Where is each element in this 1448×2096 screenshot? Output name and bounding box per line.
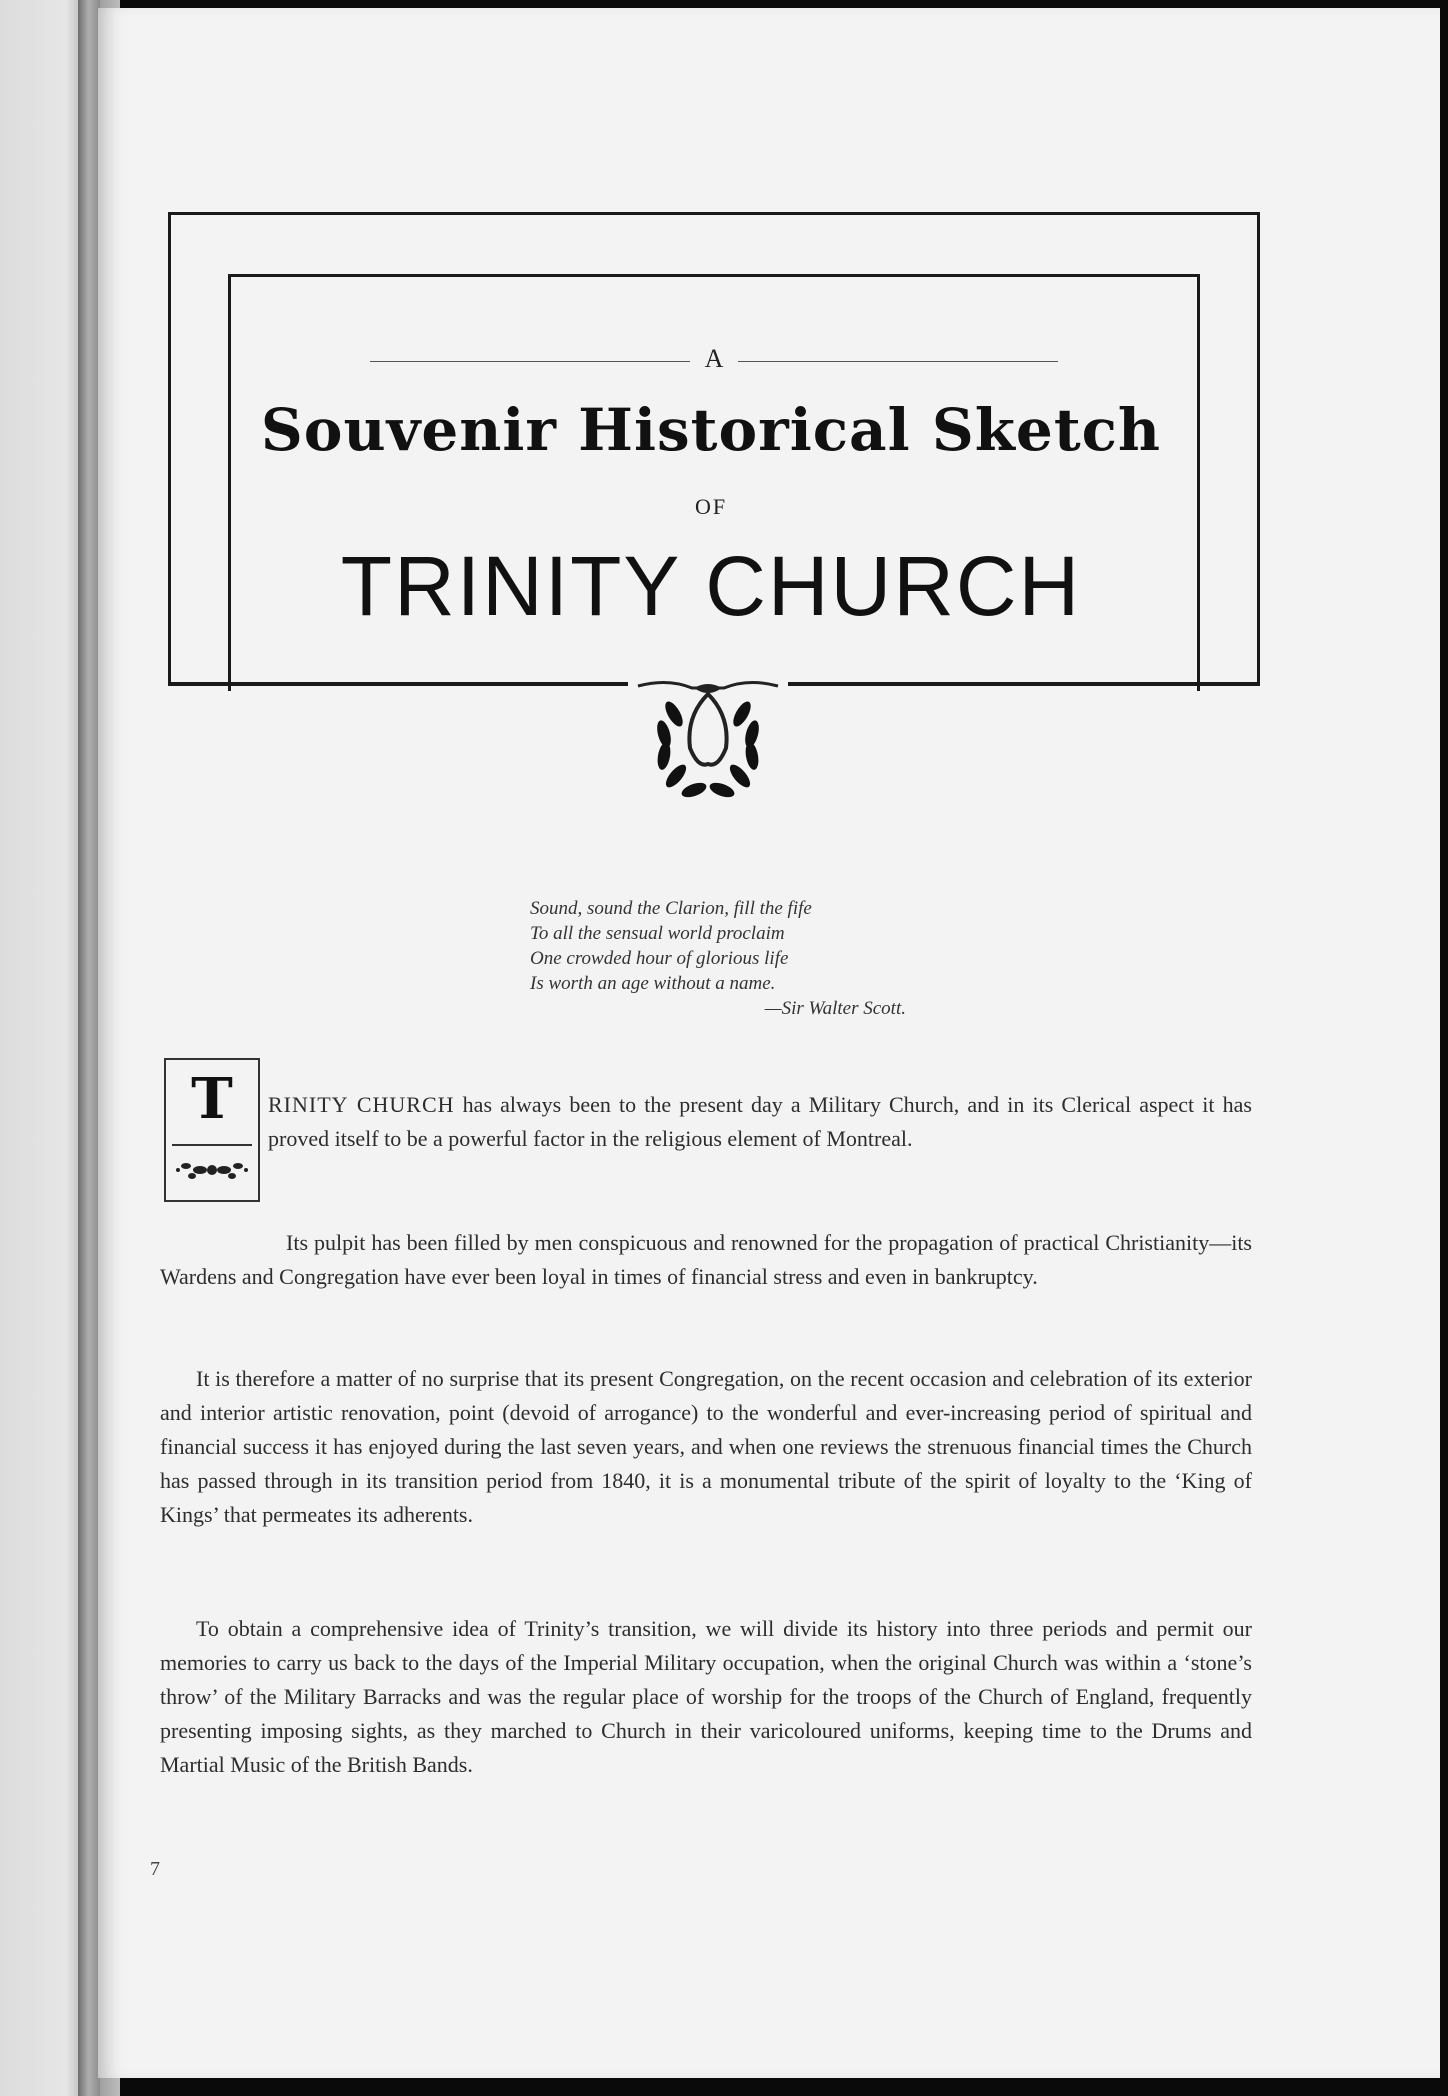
title-a: A: [704, 344, 724, 373]
laurel-wreath-icon: [628, 676, 788, 806]
page-number: 7: [150, 1858, 160, 1880]
title-a-line: [370, 344, 1058, 374]
floral-ornament-icon: [174, 1156, 250, 1186]
drop-cap-letter: T: [191, 1066, 233, 1132]
epigraph-line: Is worth an age without a name.: [530, 973, 776, 994]
drop-cap: [164, 1058, 260, 1202]
paragraph-1: [268, 1088, 1252, 1156]
book-spine: [78, 0, 100, 2096]
paragraph-4: To obtain a comprehensive idea of Trinity’s transition, we will divide its history into three periods and permit our memories to carry us back to the days of the Imperial Military occupation, when the original Church was within a ‘stone’s throw’ of the Military Barracks and was the regular place of worship for the troops of the Church of England, frequently presenting imposing sights, as they marched to Church in their varicoloured uniforms, keeping time to the Drums and Martial Music of the British Bands.: [160, 1616, 1252, 1777]
a-rule-right: [738, 361, 1058, 362]
epigraph-line: To all the sensual world proclaim: [530, 923, 785, 944]
paragraph-1-text: has always been to the present day a Military Church, and in its Clerical aspect it has proved itself to be a powerful factor in the religious element of Montreal.: [268, 1092, 1252, 1151]
epigraph: [530, 896, 930, 1021]
epigraph-line: One crowded hour of glorious life: [530, 948, 789, 969]
title-of: OF: [694, 494, 728, 519]
epigraph-attribution: —Sir Walter Scott.: [764, 998, 906, 1019]
paragraph-2: Its pulpit has been filled by men conspicuous and renowned for the propagation of practical Christianity—its Wardens and Congregation have ever been loyal in times of financial stress and even in bankruptcy.: [160, 1230, 1252, 1289]
paragraph-3: It is therefore a matter of no surprise that its present Congregation, on the recent occasion and celebration of its exterior and interior artistic renovation, point (devoid of arrogance) to the wonderful and ever-increasing period of spiritual and financial success it has enjoyed during the last seven years, and when one reviews the strenuous financial times the Church has passed through in its transition period from 1840, it is a monumental tribute of the spirit of loyalty to the ‘King of Kings’ that permeates its adherents.: [160, 1366, 1252, 1527]
a-rule-left: [370, 361, 690, 362]
paragraph-1-lead: RINITY CHURCH: [268, 1092, 455, 1117]
drop-cap-rule: [172, 1144, 252, 1146]
title-trinity-church: TRINITY CHURCH: [340, 539, 1082, 633]
title-souvenir-historical-sketch: Souvenir Historical Sketch: [260, 396, 1162, 464]
epigraph-line: Sound, sound the Clarion, fill the fife: [530, 898, 812, 919]
